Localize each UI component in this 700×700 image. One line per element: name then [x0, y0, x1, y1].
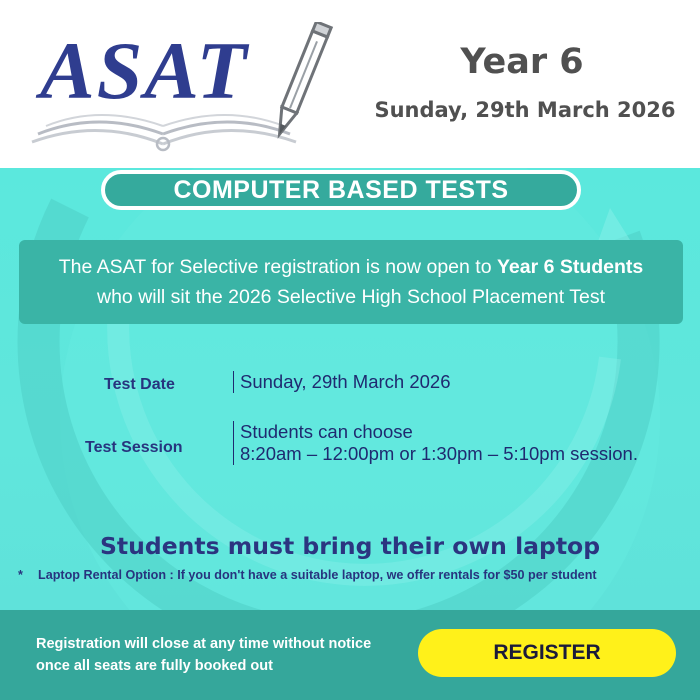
- closing-line-2: once all seats are fully booked out: [36, 658, 273, 674]
- test-date-value: Sunday, 29th March 2026: [233, 371, 451, 393]
- test-session-label: Test Session: [85, 439, 183, 456]
- announcement-text: The ASAT for Selective registration is now open to: [58, 256, 497, 278]
- year-heading: Year 6: [460, 42, 584, 82]
- test-session-value: [233, 421, 638, 465]
- date-heading: Sunday, 29th March 2026: [374, 98, 676, 122]
- computer-based-tests-pill: COMPUTER BASED TESTS: [101, 170, 581, 210]
- laptop-notice: Students must bring their own laptop: [99, 532, 601, 560]
- logo-text: ASAT: [40, 25, 249, 116]
- asat-logo: [28, 22, 358, 162]
- header: [0, 0, 700, 168]
- asterisk: *: [18, 568, 23, 582]
- rental-note: [18, 568, 693, 582]
- test-date-label: Test Date: [104, 376, 175, 393]
- session-line-2: 8:20am – 12:00pm or 1:30pm – 5:10pm session.: [240, 443, 638, 464]
- announcement-box: [19, 240, 683, 324]
- session-line-1: Students can choose: [240, 421, 413, 442]
- register-button[interactable]: REGISTER: [418, 629, 676, 677]
- closing-line-1: Registration will close at any time without notice: [36, 636, 372, 652]
- rental-text: Laptop Rental Option : If you don't have a suitable laptop, we offer rentals for $50 per student: [38, 568, 597, 582]
- announcement-highlight: Year 6 Students: [496, 256, 644, 278]
- closing-notice: [36, 633, 371, 677]
- announcement-line-2: who will sit the 2026 Selective High School Placement Test: [97, 286, 605, 308]
- announcement-line-1: [19, 252, 683, 282]
- footer: [0, 610, 700, 700]
